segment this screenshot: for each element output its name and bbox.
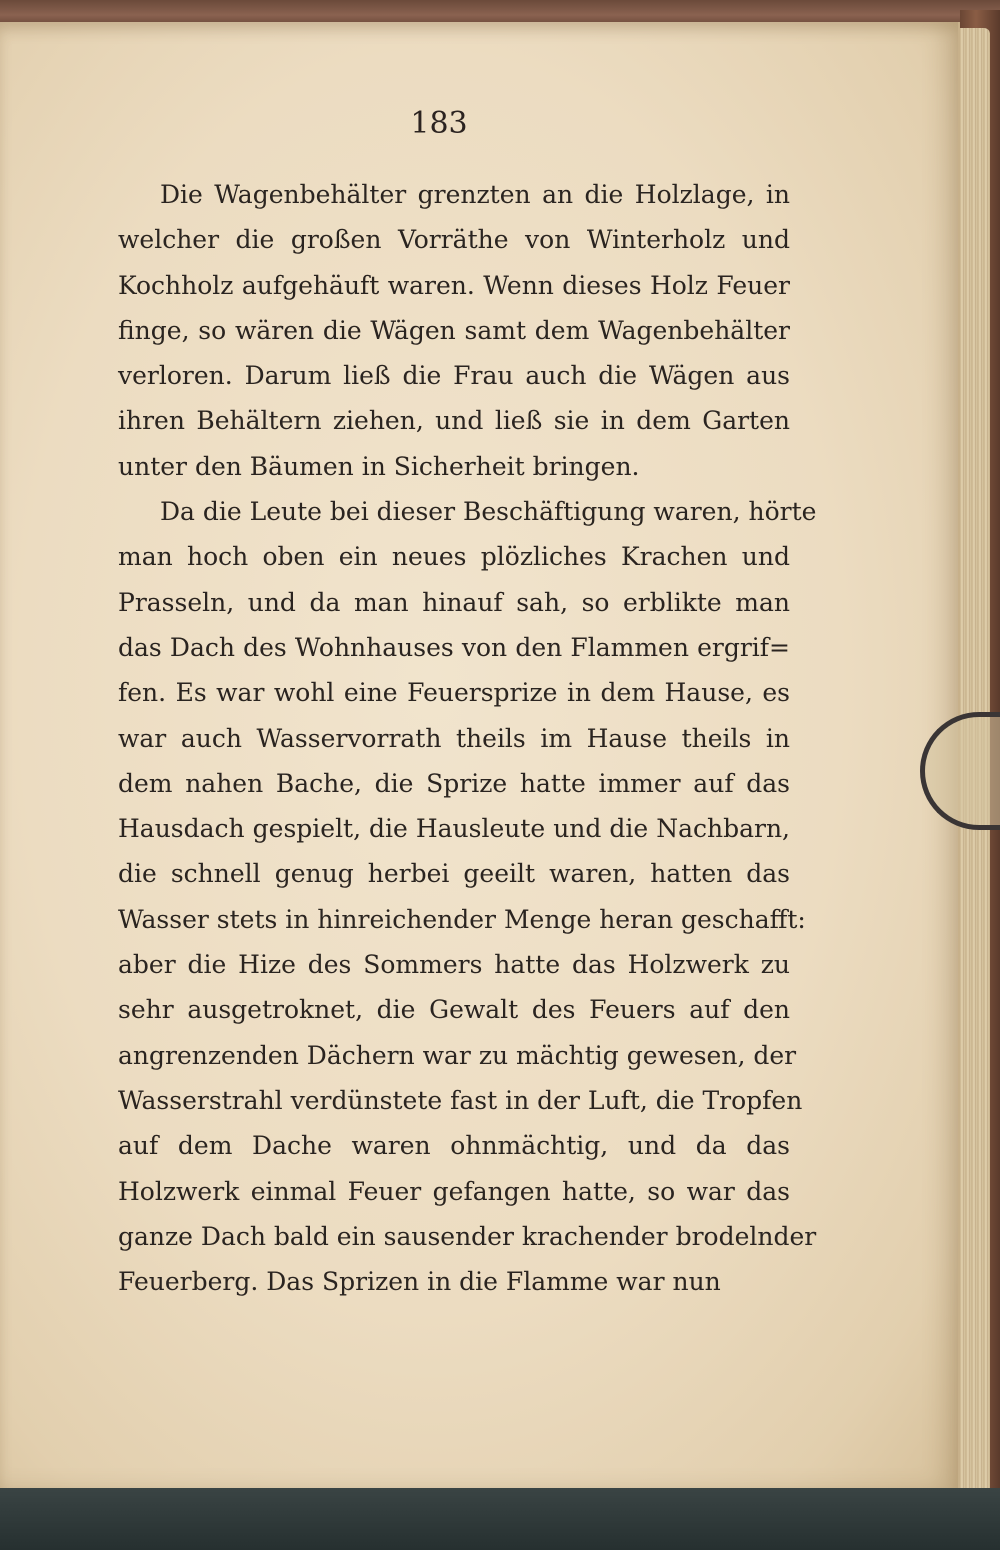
text-line: dem nahen Bache, die Sprize hatte immer auf das xyxy=(118,768,790,798)
text-line: Kochholz aufgehäuft waren. Wenn dieses Holz Feuer xyxy=(118,270,790,300)
text-line: welcher die großen Vorräthe von Winterholz und xyxy=(118,225,790,255)
paragraph-1 xyxy=(118,172,790,489)
text-line: sehr ausgetroknet, die Gewalt des Feuers auf den xyxy=(118,995,790,1025)
text-line: Wasserstrahl verdünstete fast in der Luft, die Tropfen xyxy=(118,1085,803,1115)
text-line: die schnell genug herbei geeilt waren, hatten das xyxy=(118,859,790,889)
paragraph-2 xyxy=(118,489,817,1304)
book-page xyxy=(0,22,960,1490)
text-line: fen. Es war wohl eine Feuersprize in dem Hause, es xyxy=(118,678,790,708)
page-text xyxy=(118,172,817,1304)
text-line: angrenzenden Dächern war zu mächtig gewesen, der xyxy=(118,1040,797,1070)
text-line: Die Wagenbehälter grenzten an die Holzlage, in xyxy=(160,180,790,209)
text-line: auf dem Dache waren ohnmächtig, und da das xyxy=(118,1131,790,1161)
page-number: 183 xyxy=(410,106,468,141)
text-line: das Dach des Wohnhauses von den Flammen ergrif= xyxy=(118,632,790,662)
text-line: finge, so wären die Wägen samt dem Wagenbehälter xyxy=(118,315,790,345)
text-line: war auch Wasservorrath theils im Hause theils in xyxy=(118,723,790,753)
text-line: verloren. Darum ließ die Frau auch die Wägen aus xyxy=(118,361,790,391)
text-line: ganze Dach bald ein sausender krachender brodelnder xyxy=(118,1221,817,1251)
text-line: man hoch oben ein neues plözliches Krachen und xyxy=(118,542,790,572)
text-line: Prasseln, und da man hinauf sah, so erblikte man xyxy=(118,587,790,617)
text-line: Wasser stets in hinreichender Menge heran geschafft: xyxy=(118,904,806,934)
text-line: ihren Behältern ziehen, und ließ sie in dem Garten xyxy=(118,406,790,436)
table-background xyxy=(0,1488,1000,1550)
text-line: aber die Hize des Sommers hatte das Holzwerk zu xyxy=(118,950,790,980)
text-line: Feuerberg. Das Sprizen in die Flamme war nun xyxy=(118,1267,721,1297)
text-line: Hausdach gespielt, die Hausleute und die Nachbarn, xyxy=(118,814,790,844)
text-line: Da die Leute bei dieser Beschäftigung waren, hörte xyxy=(160,497,817,527)
text-line: unter den Bäumen in Sicherheit bringen. xyxy=(118,451,640,481)
text-line: Holzwerk einmal Feuer gefangen hatte, so war das xyxy=(118,1176,790,1206)
